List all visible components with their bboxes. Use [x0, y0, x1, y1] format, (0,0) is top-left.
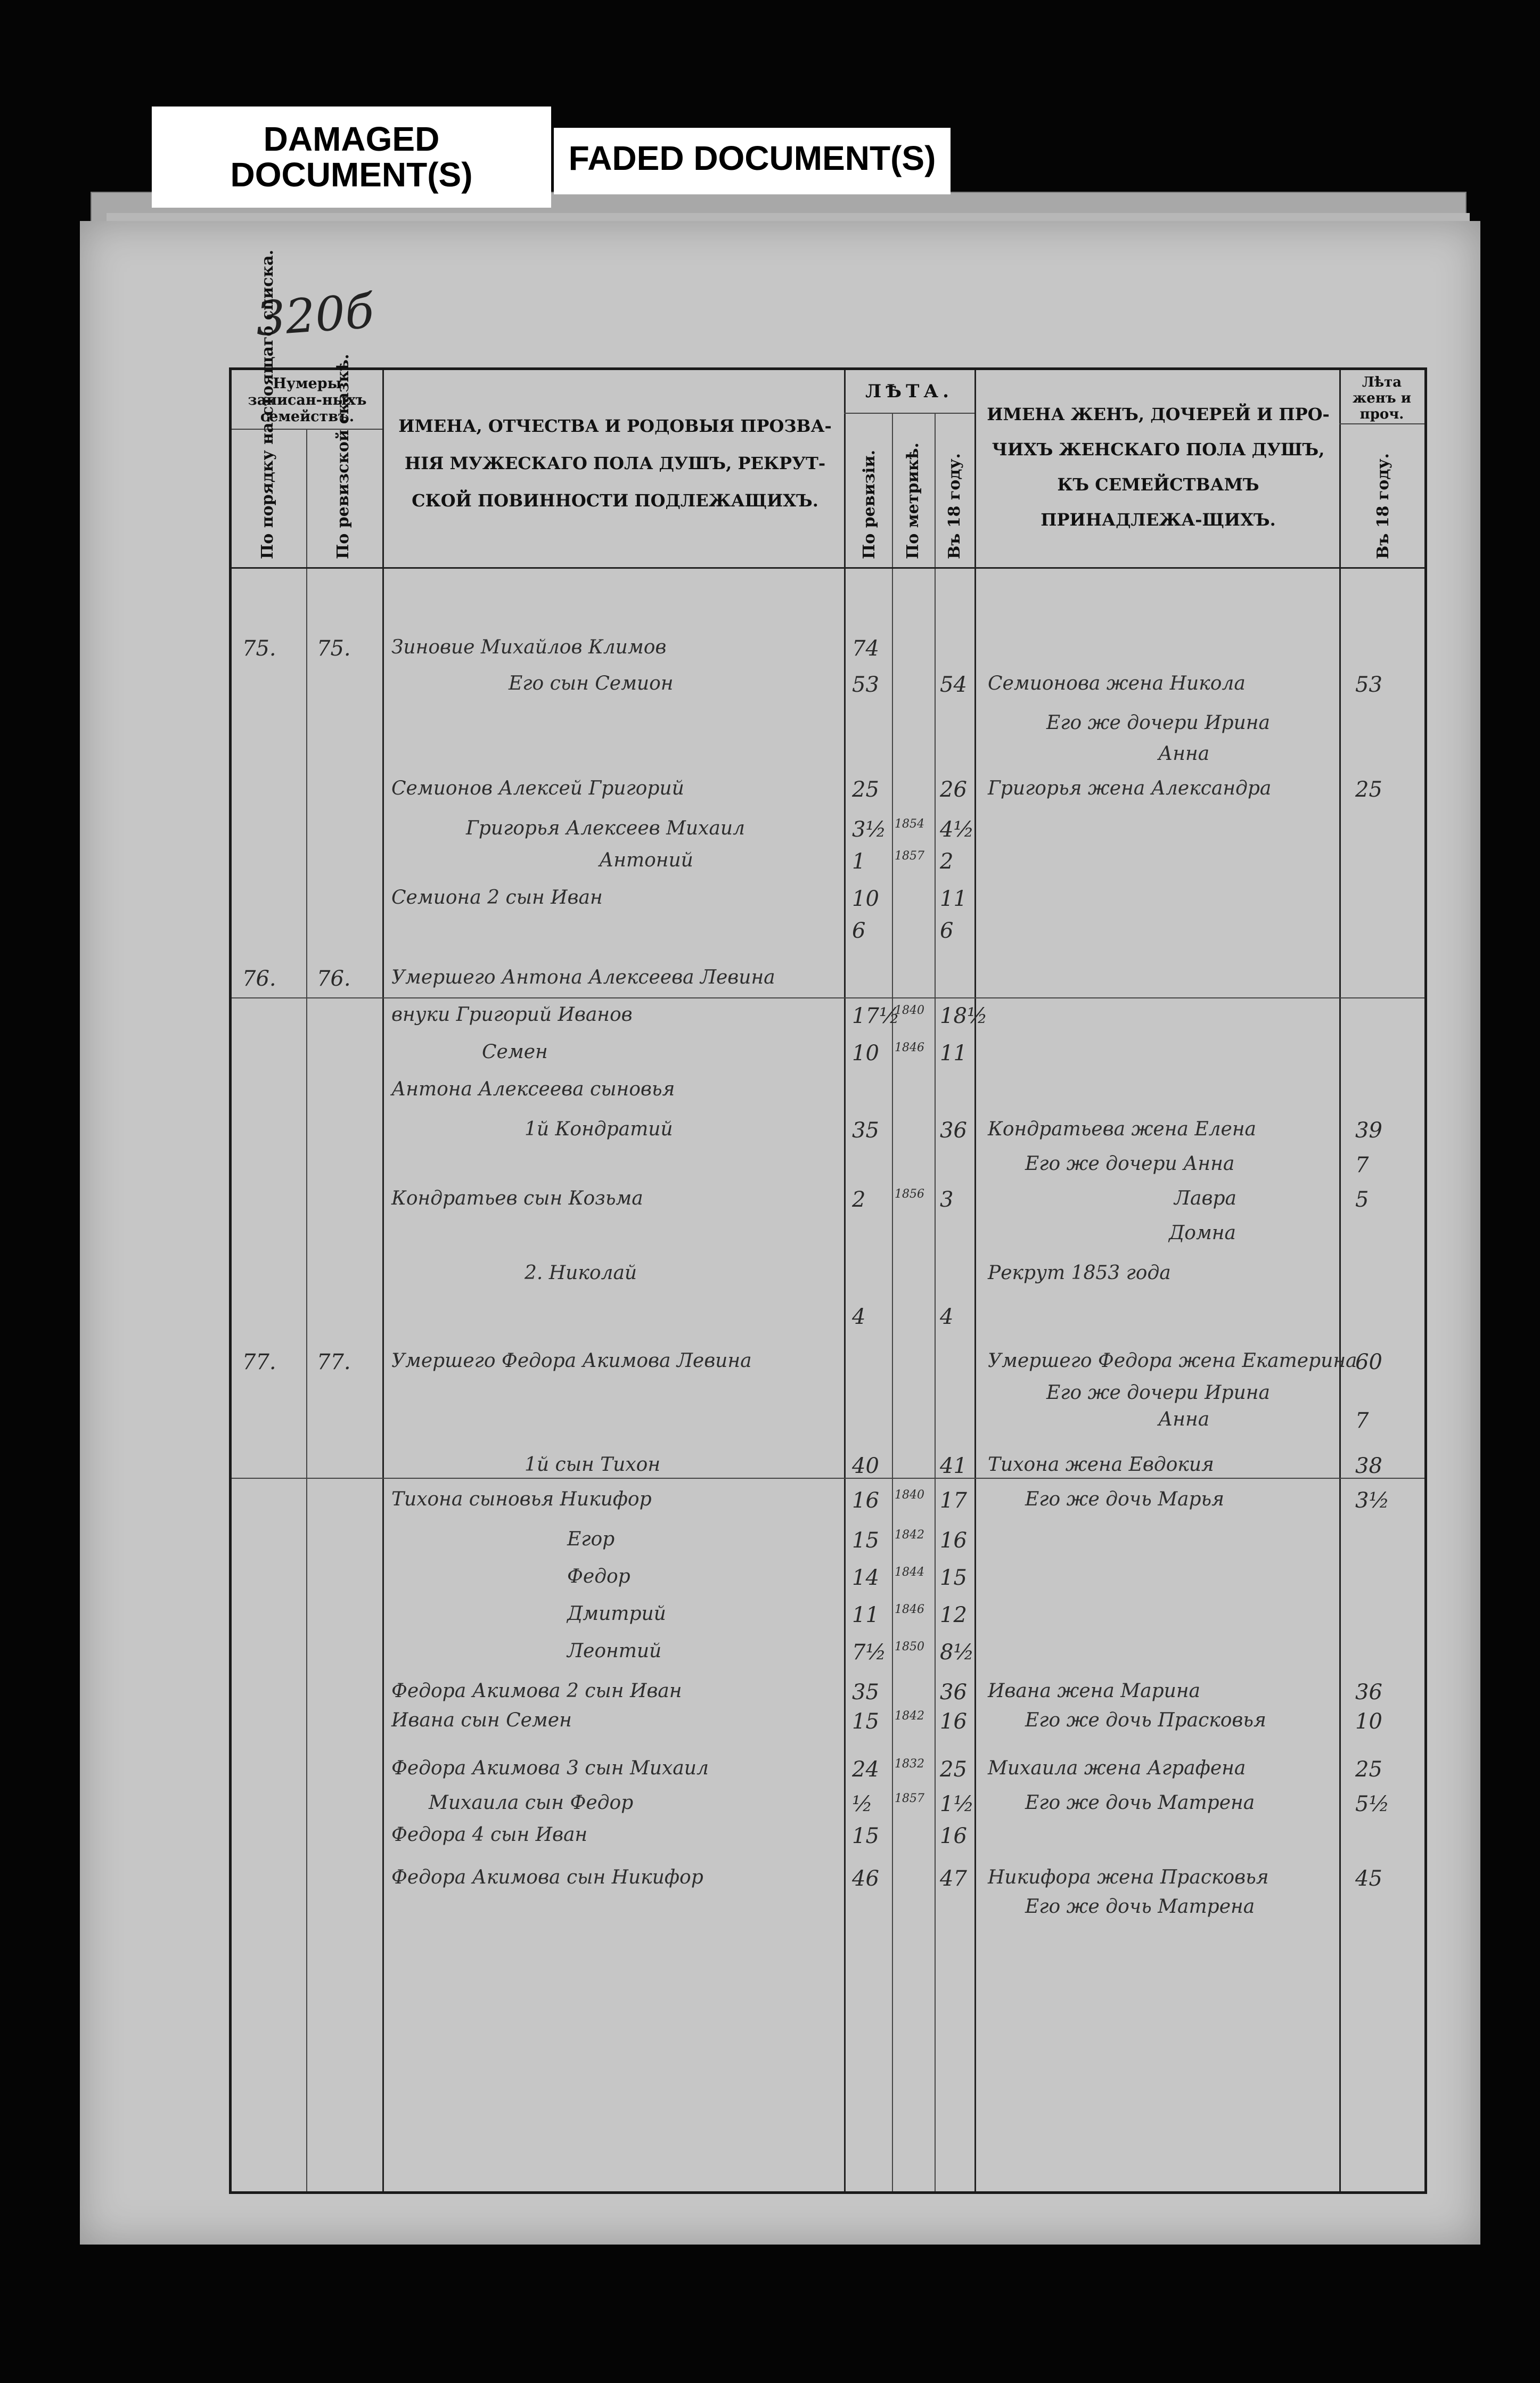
entry-age-revision: 4: [852, 1305, 866, 1329]
entry-male-name: 1й сын Тихон: [525, 1454, 661, 1476]
entry-age-year: 4: [940, 1305, 954, 1329]
header-years: ЛѢТА.: [865, 381, 953, 402]
entry-male-name: Семен: [482, 1041, 548, 1063]
faded-label-text: FADED DOCUMENT(S): [568, 139, 936, 177]
header-by-metric: По метрикѣ.: [904, 443, 922, 559]
col-divider: [306, 429, 307, 2191]
entry-male-name: Леонтий: [567, 1640, 662, 1662]
entry-age-revision: 15: [852, 1528, 879, 1553]
entry-age-year: 6: [940, 919, 954, 943]
entry-female-name: Тихона жена Евдокия: [988, 1454, 1214, 1476]
entry-male-name: Егор: [567, 1528, 615, 1550]
entry-male-name: внуки Григорий Иванов: [391, 1004, 633, 1026]
entry-female-age: 60: [1355, 1350, 1382, 1374]
entry-age-revision: 6: [852, 919, 866, 943]
entry-male-name: Зиновие Михайлов Климов: [391, 636, 667, 658]
entry-list-no: 76.: [242, 967, 276, 991]
entry-age-year: 12: [940, 1603, 967, 1627]
entry-age-revision: 35: [852, 1118, 879, 1143]
entry-metric-year: 1857: [895, 1792, 924, 1805]
entry-list-no: 75.: [242, 636, 276, 661]
entry-female-age: 39: [1355, 1118, 1382, 1143]
entry-metric-year: 1832: [895, 1757, 924, 1771]
entry-age-revision: 15: [852, 1709, 879, 1734]
entry-female-name: Его же дочь Марья: [1025, 1488, 1224, 1510]
header-current-list: По порядку на-стоящаго списка.: [258, 249, 277, 559]
entry-metric-year: 1854: [895, 817, 924, 831]
damaged-document-label: [152, 107, 551, 208]
entry-female-name: Его же дочь Прасковья: [1025, 1709, 1266, 1731]
entry-age-year: 41: [940, 1454, 967, 1478]
entry-male-name: Ивана сын Семен: [391, 1709, 572, 1731]
header-revision-tale: По ревизской сказкѣ.: [334, 354, 353, 559]
entry-age-revision: 1: [852, 849, 866, 874]
entry-female-name: Рекрут 1853 года: [988, 1262, 1171, 1284]
entry-male-name: Федора 4 сын Иван: [391, 1824, 588, 1846]
entry-male-name: Антона Алексеева сыновья: [391, 1078, 675, 1100]
entry-female-name: Его же дочери Ирина: [1046, 712, 1270, 734]
entry-age-year: 16: [940, 1528, 967, 1553]
entry-female-age: 45: [1355, 1866, 1382, 1891]
col-divider: [935, 413, 936, 2191]
damaged-label-text: DAMAGED DOCUMENT(S): [230, 120, 473, 194]
entry-female-name: Григорья жена Александра: [988, 777, 1272, 799]
entry-female-name: Его же дочь Матрена: [1025, 1792, 1255, 1814]
header-male-names: ИМЕНА, ОТЧЕСТВА И РОДОВЫЯ ПРОЗВА-НІЯ МУЖЕСКАГО ПОЛА ДУШЪ, РЕКРУТ-СКОЙ ПОВИННОСТИ ПОДЛЕЖАЩИХЪ.: [398, 416, 832, 511]
col-divider: [974, 370, 976, 2191]
header-family-numbers: Нумеры записан-ныхъ семействъ.: [248, 375, 367, 425]
entry-age-revision: 11: [852, 1603, 879, 1627]
entry-male-name: Семиона 2 сын Иван: [391, 887, 603, 908]
entry-age-year: 54: [940, 673, 967, 697]
entry-age-year: 15: [940, 1566, 967, 1590]
entry-tale-no: 76.: [317, 967, 351, 991]
family-separator: [232, 997, 1424, 998]
entry-male-name: Кондратьев сын Козьма: [391, 1188, 643, 1209]
entry-tale-no: 75.: [317, 636, 351, 661]
entry-female-age: 10: [1355, 1709, 1382, 1734]
entry-female-name: Семионова жена Никола: [988, 673, 1246, 694]
entry-metric-year: 1856: [895, 1188, 924, 1201]
entry-female-name: Кондратьева жена Елена: [988, 1118, 1256, 1140]
entry-age-year: 36: [940, 1118, 967, 1143]
entry-age-year: 47: [940, 1866, 967, 1891]
entry-age-year: 11: [940, 887, 967, 911]
entry-male-name: Дмитрий: [567, 1603, 666, 1625]
faded-document-label: [554, 128, 951, 194]
entry-male-name: Федор: [567, 1566, 630, 1587]
entry-age-revision: 25: [852, 777, 879, 802]
entry-male-name: Тихона сыновья Никифор: [391, 1488, 652, 1510]
entry-age-year: 16: [940, 1824, 967, 1848]
entry-female-age: 25: [1355, 1757, 1382, 1782]
entry-age-revision: 10: [852, 1041, 879, 1066]
entry-age-year: 8½: [940, 1640, 974, 1665]
entry-metric-year: 1850: [895, 1640, 924, 1653]
entry-age-year: 18½: [940, 1004, 988, 1028]
entry-female-age: 38: [1355, 1454, 1382, 1478]
entry-male-name: Семионов Алексей Григорий: [391, 777, 684, 799]
entry-age-year: 26: [940, 777, 967, 802]
entry-female-name: Ивана жена Марина: [988, 1680, 1201, 1702]
entry-age-revision: 14: [852, 1566, 879, 1590]
entry-age-year: 2: [940, 849, 954, 874]
entry-metric-year: 1846: [895, 1041, 924, 1054]
entry-male-name: Умершего Федора Акимова Левина: [391, 1350, 752, 1372]
entry-age-revision: 35: [852, 1680, 879, 1705]
family-separator: [232, 1478, 1424, 1479]
entry-female-age: 5½: [1355, 1792, 1390, 1816]
entry-female-name: Анна: [1158, 743, 1210, 765]
entry-female-age: 7: [1355, 1408, 1369, 1433]
entry-male-name: Антоний: [599, 849, 693, 871]
col-divider: [892, 413, 893, 2191]
header-female-years: Лѣта женъ и проч.: [1352, 374, 1412, 422]
entry-age-year: 11: [940, 1041, 967, 1066]
col-divider: [1339, 370, 1341, 2191]
entry-age-revision: 3½: [852, 817, 887, 842]
header-subline: [232, 429, 382, 430]
sheet-number: 320б: [253, 283, 376, 347]
entry-age-year: 17: [940, 1488, 967, 1513]
col-divider: [382, 370, 384, 2191]
entry-age-revision: ½: [852, 1792, 873, 1816]
entry-female-age: 7: [1355, 1153, 1369, 1177]
entry-male-name: 2. Николай: [525, 1262, 637, 1284]
header-subline: [1339, 423, 1424, 424]
entry-female-name: Михаила жена Аграфена: [988, 1757, 1246, 1779]
entry-male-name: Михаила сын Федор: [429, 1792, 634, 1814]
entry-female-age: 36: [1355, 1680, 1382, 1705]
entry-age-revision: 40: [852, 1454, 879, 1478]
entry-metric-year: 1840: [895, 1488, 924, 1502]
entry-age-revision: 10: [852, 887, 879, 911]
entry-age-year: 4½: [940, 817, 974, 842]
entry-age-year: 1½: [940, 1792, 974, 1816]
entry-age-revision: 15: [852, 1824, 879, 1848]
header-year-male: Въ 18 году.: [945, 453, 964, 559]
entry-female-name: Умершего Федора жена Екатерина: [988, 1350, 1357, 1372]
entry-age-year: 25: [940, 1757, 967, 1782]
entry-female-name: Анна: [1158, 1408, 1210, 1430]
header-subline: [844, 413, 974, 414]
entry-age-revision: 53: [852, 673, 879, 697]
header-female-names: ИМЕНА ЖЕНЪ, ДОЧЕРЕЙ И ПРО-ЧИХЪ ЖЕНСКАГО ПОЛА ДУШЪ, КЪ СЕМЕЙСТВАМЪ ПРИНАДЛЕЖА-ЩИХЪ.: [987, 404, 1330, 530]
entry-tale-no: 77.: [317, 1350, 351, 1374]
entry-age-revision: 2: [852, 1188, 866, 1212]
entry-age-revision: 24: [852, 1757, 879, 1782]
entry-metric-year: 1842: [895, 1528, 924, 1542]
entry-male-name: Григорья Алексеев Михаил: [466, 817, 745, 839]
entry-age-revision: 7½: [852, 1640, 887, 1665]
entry-female-name: Лавра: [1174, 1188, 1236, 1209]
entry-female-age: 5: [1355, 1188, 1369, 1212]
entry-metric-year: 1842: [895, 1709, 924, 1723]
entry-metric-year: 1844: [895, 1566, 924, 1579]
entry-male-name: 1й Кондратий: [525, 1118, 673, 1140]
entry-metric-year: 1840: [895, 1004, 924, 1017]
entry-age-year: 16: [940, 1709, 967, 1734]
header-year-female: Въ 18 году.: [1374, 453, 1392, 559]
entry-female-age: 3½: [1355, 1488, 1390, 1513]
header-by-revision: По ревизіи.: [860, 449, 879, 559]
entry-age-year: 36: [940, 1680, 967, 1705]
entry-female-age: 25: [1355, 777, 1382, 802]
entry-female-name: Домна: [1169, 1222, 1236, 1244]
entry-male-name: Федора Акимова 2 сын Иван: [391, 1680, 682, 1702]
entry-metric-year: 1846: [895, 1603, 924, 1616]
entry-male-name: Его сын Семион: [509, 673, 674, 694]
entry-male-name: Федора Акимова 3 сын Михаил: [391, 1757, 709, 1779]
entry-age-revision: 74: [852, 636, 879, 661]
entry-female-name: Его же дочь Матрена: [1025, 1896, 1255, 1918]
entry-age-revision: 17½: [852, 1004, 900, 1028]
entry-female-name: Его же дочери Ирина: [1046, 1382, 1270, 1404]
entry-female-age: 53: [1355, 673, 1382, 697]
entry-female-name: Никифора жена Прасковья: [988, 1866, 1269, 1888]
entry-female-name: Его же дочери Анна: [1025, 1153, 1235, 1175]
entry-age-revision: 46: [852, 1866, 879, 1891]
entry-age-revision: 16: [852, 1488, 879, 1513]
entry-male-name: Умершего Антона Алексеева Левина: [391, 967, 775, 988]
entry-age-year: 3: [940, 1188, 954, 1212]
header-bottom-line: [232, 567, 1424, 569]
entry-list-no: 77.: [242, 1350, 276, 1374]
col-divider: [844, 370, 846, 2191]
entry-male-name: Федора Акимова сын Никифор: [391, 1866, 703, 1888]
entry-metric-year: 1857: [895, 849, 924, 863]
